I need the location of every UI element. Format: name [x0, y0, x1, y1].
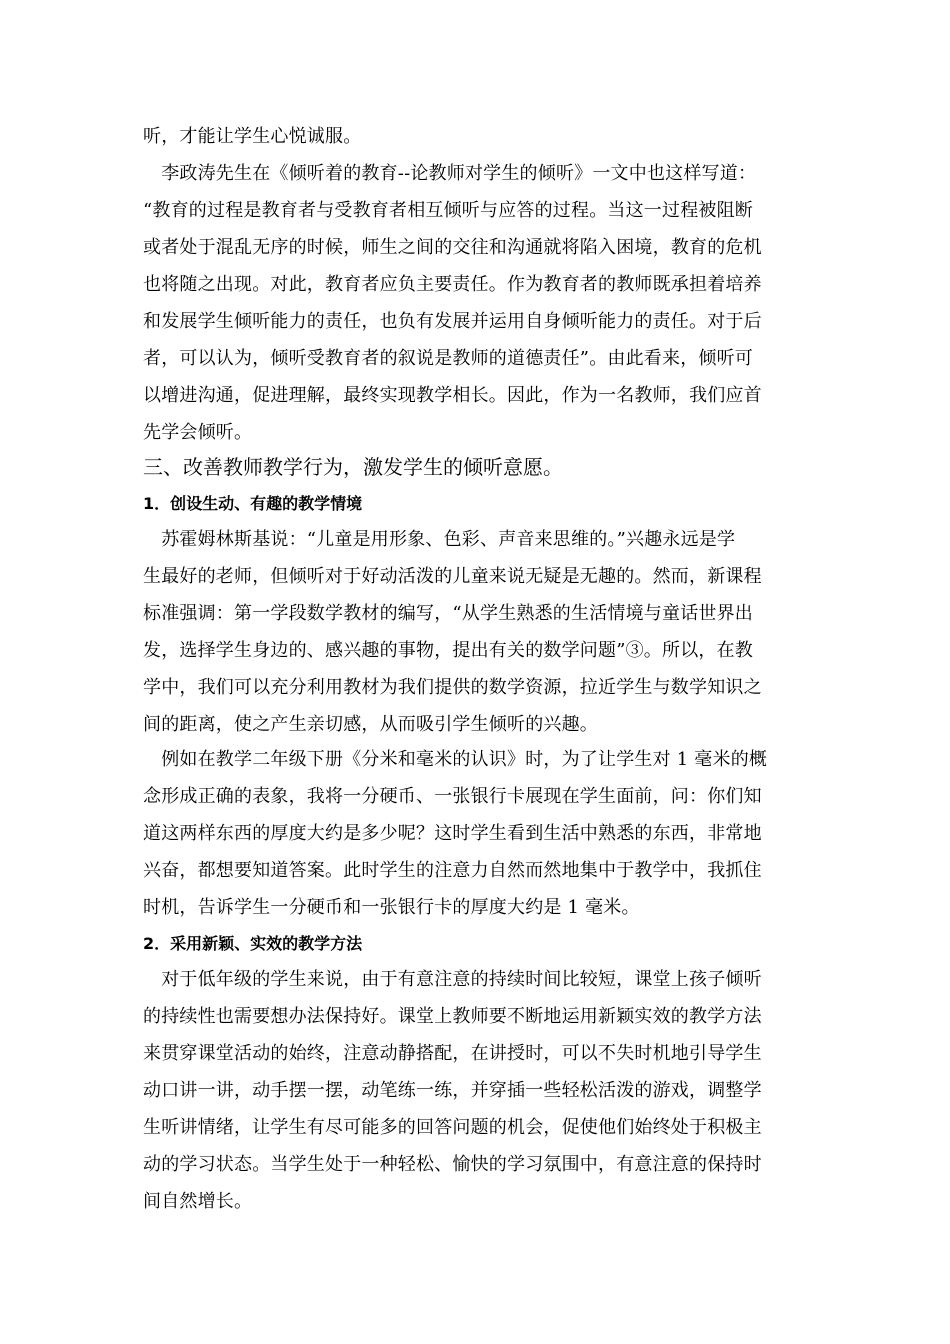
text-line: 动口讲一讲，动手摆一摆，动笔练一练，并穿插一些轻松活泼的游戏，调整学 [143, 1080, 762, 1101]
text-line: 动的学习状态。当学生处于一种轻松、愉快的学习氛围中，有意注意的保持时 [143, 1154, 762, 1175]
text-line: 来贯穿课堂活动的始终，注意动静搭配，在讲授时，可以不失时机地引导学生 [143, 1043, 762, 1064]
text-line: 的持续性也需要想办法保持好。课堂上教师要不断地运用新颖实效的教学方法 [143, 1006, 762, 1027]
text-line: 者，可以认为，倾听受教育者的叙说是教师的道德责任”。由此看来，倾听可 [143, 348, 753, 369]
text-line: 对于低年级的学生来说，由于有意注意的持续时间比较短，课堂上孩子倾听 [143, 969, 762, 990]
text-line: 念形成正确的表象，我将一分硬币、一张银行卡展现在学生面前，问：你们知 [143, 786, 762, 807]
text-line: 道这两样东西的厚度大约是多少呢？这时学生看到生活中熟悉的东西，非常地 [143, 823, 762, 844]
text-line: 间的距离，使之产生亲切感，从而吸引学生倾听的兴趣。 [143, 714, 598, 735]
text-line: 听，才能让学生心悦诚服。 [143, 126, 362, 147]
text-line: 或者处于混乱无序的时候，师生之间的交往和沟通就将陷入困境，教育的危机 [143, 237, 762, 258]
paragraph-continuation [143, 118, 805, 155]
section-heading-3 [143, 449, 805, 485]
subsection-heading-2 [143, 926, 805, 962]
paragraph-sukhomlinsky [143, 521, 805, 743]
paragraph-low-grade [143, 961, 805, 1220]
text-line: 时机，告诉学生一分硬币和一张银行卡的厚度大约是 1 毫米。 [143, 897, 640, 918]
text-line: 生听讲情绪，让学生有尽可能多的回答问题的机会，促使他们始终处于积极主 [143, 1117, 762, 1138]
subsection-heading-1 [143, 486, 805, 522]
text-line: 间自然增长。 [143, 1191, 253, 1212]
text-line: 标准强调：第一学段数学教材的编写，“从学生熟悉的生活情境与童话世界出 [143, 603, 753, 624]
subsection-title: 2．采用新颖、实效的教学方法 [143, 934, 363, 953]
text-line: 学中，我们可以充分利用教材为我们提供的数学资源，拉近学生与数学知识之 [143, 677, 762, 698]
text-line: 李政涛先生在《倾听着的教育--论教师对学生的倾听》一文中也这样写道： [143, 163, 757, 184]
text-line: 例如在教学二年级下册《分米和毫米的认识》时，为了让学生对 1 毫米的概 [143, 749, 768, 770]
paragraph-li-zhengtao-quote [143, 155, 805, 451]
text-line: 兴奋，都想要知道答案。此时学生的注意力自然而然地集中于教学中，我抓住 [143, 860, 762, 881]
text-line: 以增进沟通，促进理解，最终实现教学相长。因此，作为一名教师，我们应首 [143, 385, 762, 406]
text-line: “教育的过程是教育者与受教育者相互倾听与应答的过程。当这一过程被阻断 [143, 200, 753, 221]
section-title: 三、改善教师教学行为，激发学生的倾听意愿。 [143, 455, 563, 479]
text-line: 生最好的老师，但倾听对于好动活泼的儿童来说无疑是无趣的。然而，新课程 [143, 566, 762, 587]
text-line: 苏霍姆林斯基说：“儿童是用形象、色彩、声音来思维的。”兴趣永远是学 [143, 529, 736, 550]
text-line: 也将随之出现。对此，教育者应负主要责任。作为教育者的教师既承担着培养 [143, 274, 762, 295]
subsection-title: 1．创设生动、有趣的教学情境 [143, 494, 363, 513]
text-line: 和发展学生倾听能力的责任，也负有发展并运用自身倾听能力的责任。对于后 [143, 311, 762, 332]
text-line: 先学会倾听。 [143, 422, 253, 443]
text-line: 发，选择学生身边的、感兴趣的事物，提出有关的数学问题”③。所以，在教 [143, 640, 753, 661]
paragraph-example [143, 741, 805, 926]
